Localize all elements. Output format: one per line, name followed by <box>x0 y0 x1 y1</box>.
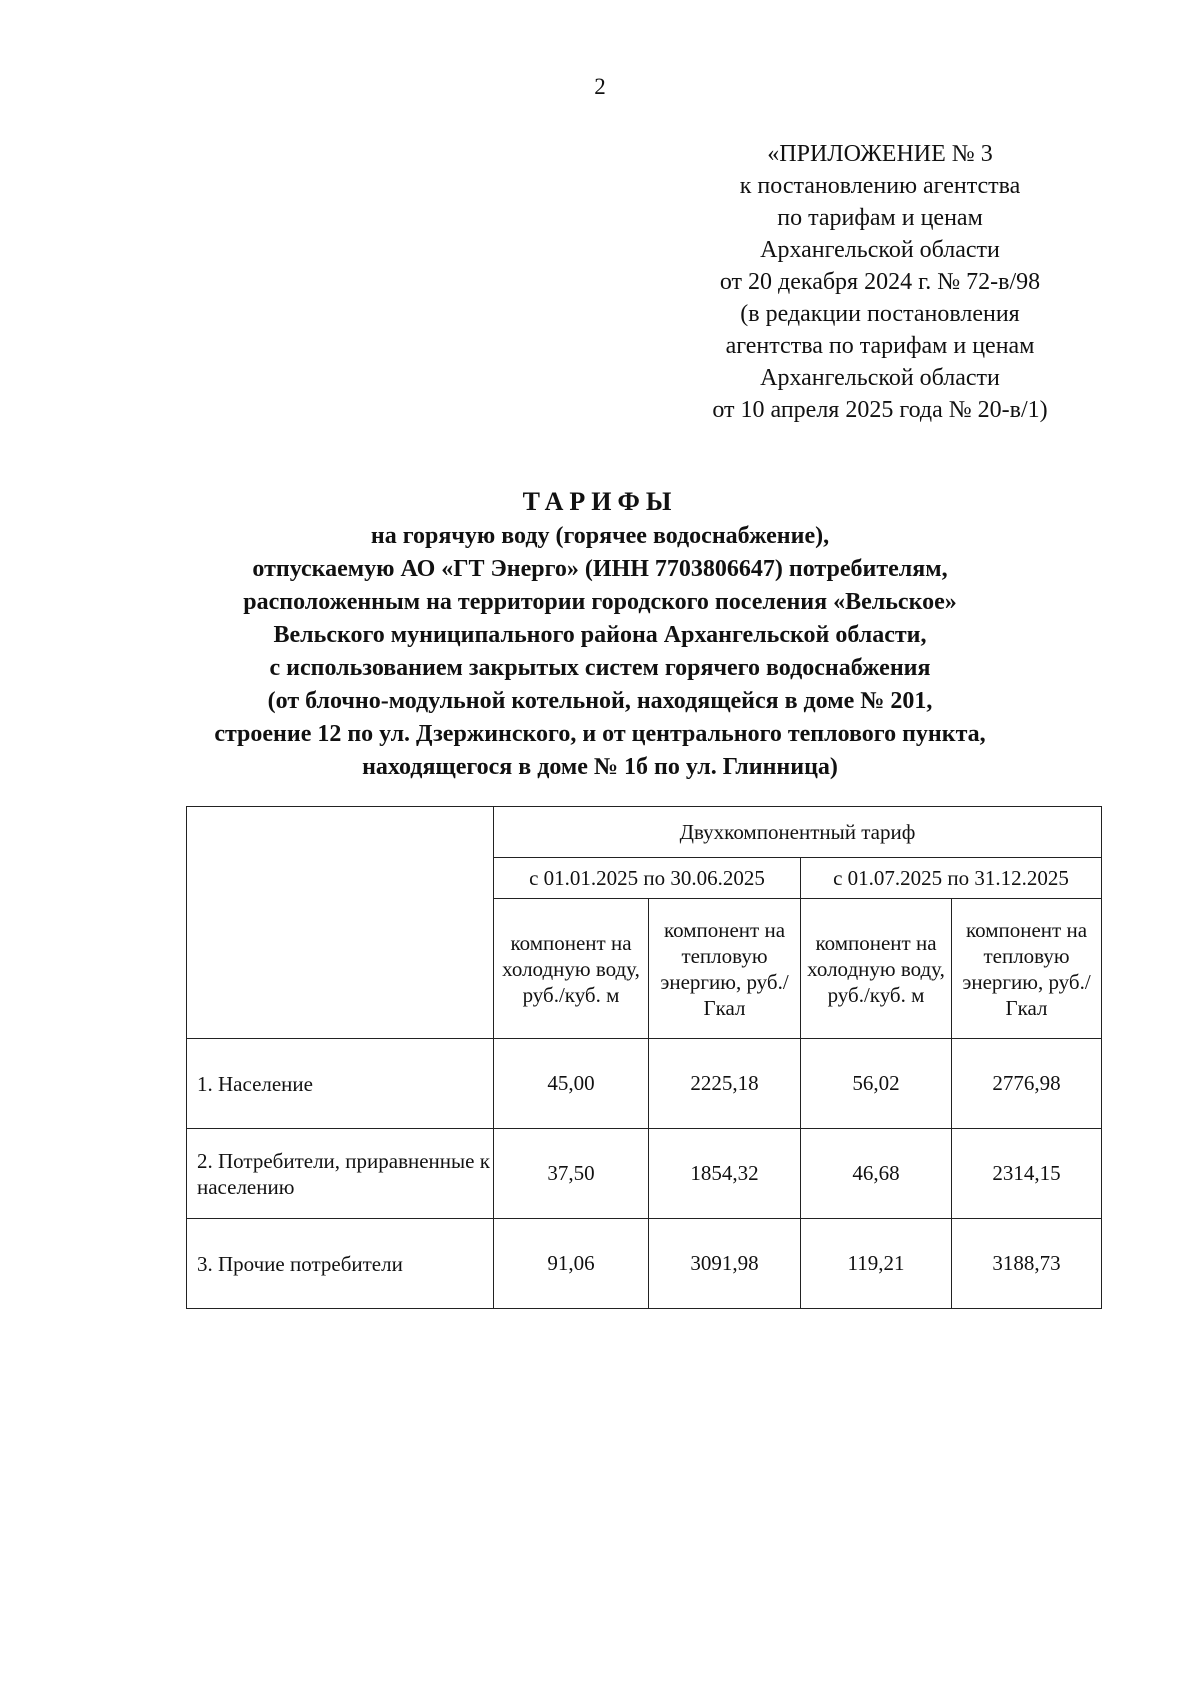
appendix-line: от 20 декабря 2024 г. № 72-в/98 <box>719 269 1041 295</box>
appendix-line: Архангельской области <box>760 365 1000 391</box>
value-cell: 1854,32 <box>649 1129 801 1219</box>
value-cell: 91,06 <box>494 1219 649 1309</box>
appendix-line: Архангельской области <box>760 237 1000 263</box>
appendix-line: «ПРИЛОЖЕНИЕ № 3 <box>767 141 993 167</box>
period-header: с 01.07.2025 по 31.12.2025 <box>801 858 1102 899</box>
appendix-line: по тарифам и ценам <box>777 205 983 231</box>
value-cell: 56,02 <box>801 1039 952 1129</box>
empty-corner-cell <box>187 807 494 1039</box>
value-cell: 37,50 <box>494 1129 649 1219</box>
appendix-reference <box>660 138 1100 426</box>
value-cell: 2314,15 <box>952 1129 1102 1219</box>
table-row <box>187 1129 1102 1219</box>
table-header-row <box>187 807 1102 858</box>
component-header: компонент на холодную воду, руб./куб. м <box>801 899 952 1039</box>
appendix-line: (в редакции постановления <box>740 301 1020 327</box>
page-number: 2 <box>594 74 606 99</box>
appendix-line: агентства по тарифам и ценам <box>725 333 1035 359</box>
appendix-line: от 10 апреля 2025 года № 20-в/1) <box>712 397 1048 423</box>
title-line: отпускаемую АО «ГТ Энерго» (ИНН 7703806647) потребителям, <box>252 556 948 582</box>
title-line: находящегося в доме № 1б по ул. Глинница) <box>362 754 838 780</box>
value-cell: 2225,18 <box>649 1039 801 1129</box>
title-line: (от блочно-модульной котельной, находящейся в доме № 201, <box>267 688 933 714</box>
value-cell: 2776,98 <box>952 1039 1102 1129</box>
tariff-table <box>186 806 1102 1309</box>
value-cell: 3091,98 <box>649 1219 801 1309</box>
document-title <box>100 484 1100 784</box>
table-row <box>187 1219 1102 1309</box>
period-header: с 01.01.2025 по 30.06.2025 <box>494 858 801 899</box>
component-header: компонент на холодную воду, руб./куб. м <box>494 899 649 1039</box>
table-row <box>187 1039 1102 1129</box>
title-line: с использованием закрытых систем горячего водоснабжения <box>269 655 931 681</box>
title-line: расположенным на территории городского поселения «Вельское» <box>243 589 957 615</box>
component-header: компонент на тепловую энергию, руб./Гкал <box>952 899 1102 1039</box>
title-line: Вельского муниципального района Архангельской области, <box>273 622 927 648</box>
title-line: строение 12 по ул. Дзержинского, и от центрального теплового пункта, <box>214 721 986 747</box>
value-cell: 119,21 <box>801 1219 952 1309</box>
category-cell: 2. Потребители, приравненные к населению <box>187 1129 494 1219</box>
appendix-line: к постановлению агентства <box>739 173 1021 199</box>
group-header: Двухкомпонентный тариф <box>494 807 1102 858</box>
value-cell: 3188,73 <box>952 1219 1102 1309</box>
category-cell: 1. Население <box>187 1039 494 1129</box>
value-cell: 46,68 <box>801 1129 952 1219</box>
value-cell: 45,00 <box>494 1039 649 1129</box>
title-line: на горячую воду (горячее водоснабжение), <box>370 523 830 549</box>
category-cell: 3. Прочие потребители <box>187 1219 494 1309</box>
component-header: компонент на тепловую энергию, руб./Гкал <box>649 899 801 1039</box>
title-heading: ТАРИФЫ <box>522 487 678 516</box>
